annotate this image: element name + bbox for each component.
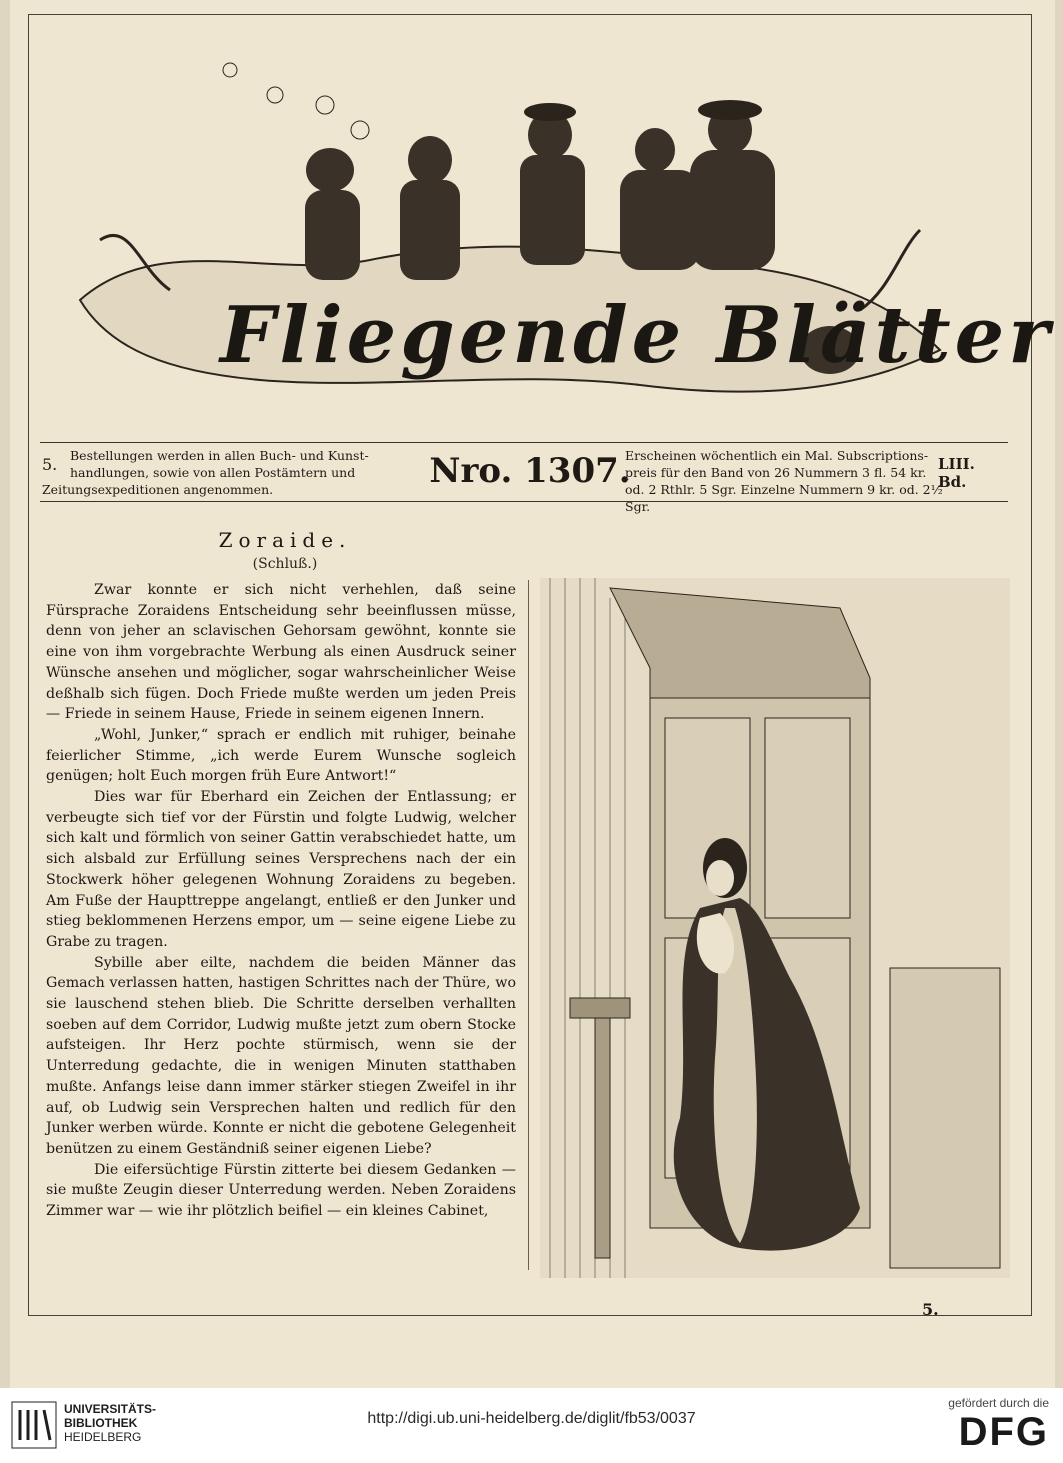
library-name-line: UNIVERSITÄTS- (64, 1402, 157, 1416)
info-line: od. 2 Rthlr. 5 Sgr. Einzelne Nummern 9 kr. od. 2½ Sgr. (625, 482, 943, 514)
engraving-illustration (540, 578, 1010, 1278)
article-title: Zoraide. (218, 528, 352, 552)
article-paragraph: „Wohl, Junker,“ sprach er endlich mit ruhiger, beinahe feierlicher Stimme, „ich werde Eurem Wunsche sogleich genügen; holt Euch morgen früh Eure Antwort!“ (46, 726, 516, 785)
sponsor-label: gefördert durch die (948, 1396, 1049, 1410)
issue-number: Nro. 1307. (429, 451, 631, 491)
article-paragraph: Die eifersüchtige Fürstin zitterte bei diesem Gedanken — sie mußte Zeugin dieser Unterredung werden. Neben Zoraidens Zimmer war — wie ihr plötzlich beifiel — ein kleines Cabinet, (46, 1161, 516, 1220)
info-line: Zeitungsexpeditionen angenommen. (42, 482, 274, 497)
footer-bar (0, 1388, 1063, 1463)
volume-label: LIII. Bd. (938, 455, 975, 491)
volume-number: 5. (42, 455, 58, 474)
sponsor-block (948, 1396, 1049, 1454)
info-line: preis für den Band von 26 Nummern 3 fl. 54 kr. (625, 465, 927, 480)
masthead-title: Fliegende Blätter (220, 290, 1054, 381)
issue-info-bar (40, 442, 1008, 514)
library-name-line: BIBLIOTHEK (64, 1416, 138, 1430)
newspaper-page (10, 0, 1055, 1388)
library-name-line: HEIDELBERG (64, 1430, 142, 1444)
article-subtitle: (Schluß.) (252, 556, 318, 572)
subscription-info (42, 447, 422, 498)
info-line: handlungen, sowie von allen Postämtern und (70, 465, 356, 480)
dfg-logo[interactable]: DFG (958, 1410, 1049, 1454)
article-paragraph: Sybille aber eilte, nachdem die beiden Männer das Gemach verlassen hatten, hastigen Schrittes nach der Thüre, wo sie lauschend stehen blieb. Die Schritte derselben verhallten soeben auf dem Corridor, Ludwig mußte jetzt zum obern Stocke aufsteigen. Ihr Herz pochte stürmisch, wenn sie der Unterredung gedachte, die in wenigen Minuten statthaben mußte. Anfangs leise dann immer stärker stiegen Zweifel in ihr auf, ob Ludwig sein Versprechen halten und redlich für den Junker werben würde. Konnte er nicht die gebotene Gelegenheit benützen zu einem Geständniß seiner eigenen Liebe? (46, 954, 516, 1157)
info-line: Bestellungen werden in allen Buch- und Kunst- (70, 448, 369, 463)
article-paragraph: Dies war für Eberhard ein Zeichen der Entlassung; er verbeugte sich tief vor der Fürstin und folgte Ludwig, welcher sich kalt und förmlich von seiner Gattin verabschiedet hatte, um sich alsbald zur Erfüllung seines Versprechens nach der ein Stockwerk höher gelegenen Wohnung Zoraidens zu begeben. Am Fuße der Haupttreppe angelangt, entließ er den Junker und stieg beklommenen Herzens empor, um — seine eigene Liebe zu Grabe zu tragen. (46, 789, 516, 950)
article-paragraph: Zwar konnte er sich nicht verhehlen, daß seine Fürsprache Zoraidens Entscheidung sehr beeinflussen müsse, denn von jeher an sclavischen Gehorsam gewöhnt, konnte sie eine von ihm vorgebrachte Werbung als einen Ausdruck seiner Wünsche ansehen und möglicher, sogar wahrscheinlicher Weise deßhalb sich fügen. Doch Friede mußte werden um jeden Preis — Friede in seinem Hause, Friede in seinem eigenen Innern. (46, 582, 516, 723)
price-info (625, 447, 945, 515)
column-divider (528, 580, 529, 1270)
source-url-link[interactable]: http://digi.ub.uni-heidelberg.de/diglit/fb53/0037 (367, 1410, 696, 1427)
page-number: 5. (922, 1300, 939, 1319)
info-line: Erscheinen wöchentlich ein Mal. Subscriptions- (625, 448, 929, 463)
article-body (46, 580, 516, 1222)
